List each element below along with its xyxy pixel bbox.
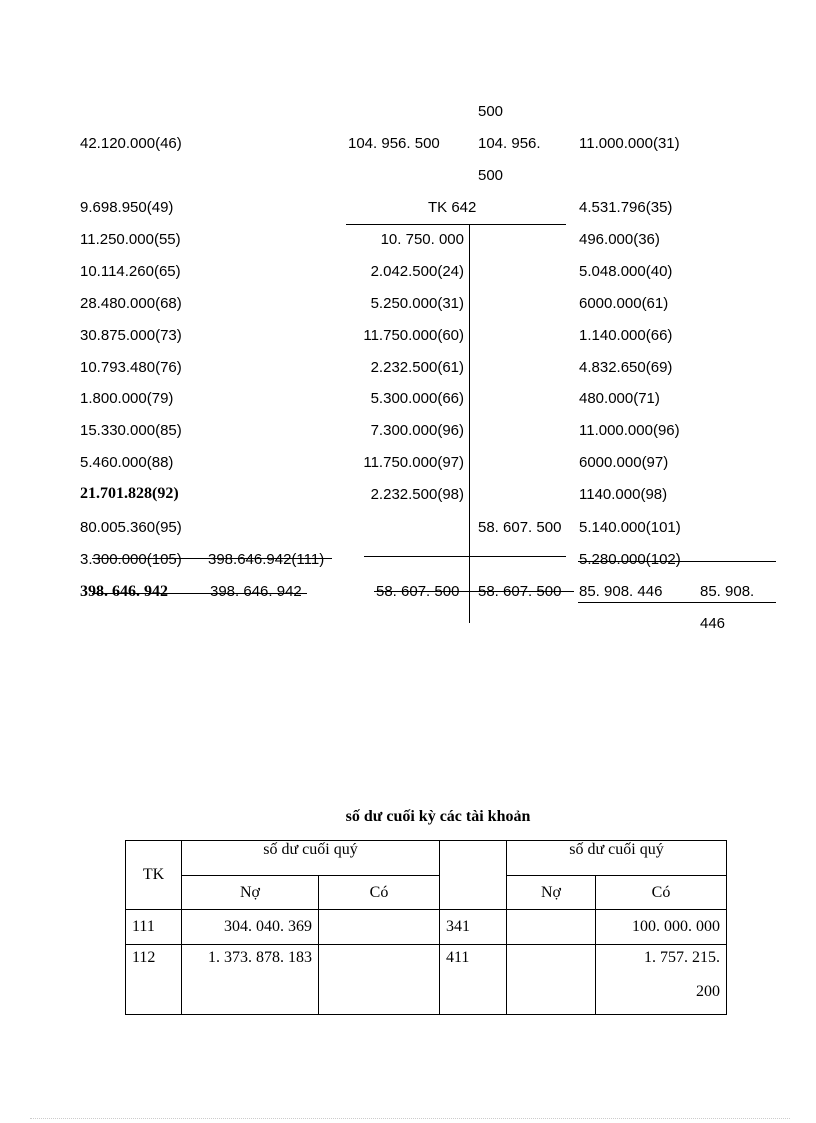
ledger-row-col1: 10.793.480(76) bbox=[80, 359, 182, 376]
ledger-row-col4: 1.140.000(66) bbox=[579, 327, 673, 344]
ledger-row-col1: 21.701.828(92) bbox=[80, 485, 179, 502]
cell-no2 bbox=[507, 945, 596, 1015]
header-tk: TK bbox=[126, 841, 182, 910]
ledger-row-col4: 6000.000(61) bbox=[579, 295, 669, 312]
ledger-text-col2: 104. 956. 500 bbox=[348, 135, 440, 152]
ledger-row-col4: 6000.000(97) bbox=[579, 454, 669, 471]
table-row bbox=[126, 910, 727, 945]
header-co-right: Có bbox=[596, 876, 727, 910]
cell-co2 bbox=[596, 910, 727, 945]
cell-co2 bbox=[596, 945, 727, 1015]
ledger-row-col1: 1.800.000(79) bbox=[80, 390, 174, 407]
ledger-closing-col1b: 398.646.942(111) bbox=[208, 551, 325, 568]
ledger-row-col2: 2.042.500(24) bbox=[370, 263, 464, 280]
cell-tk2: 411 bbox=[440, 945, 507, 1015]
closing-rule-left bbox=[92, 558, 332, 559]
header-no-right: Nợ bbox=[507, 876, 596, 910]
total-debit-left: 398. 646. 942 bbox=[80, 583, 168, 600]
header-no-left: Nợ bbox=[182, 876, 319, 910]
ledger-closing-col1: 3.300.000(105) bbox=[80, 551, 182, 568]
cell-tk: 111 bbox=[126, 910, 182, 945]
header-group-right: số dư cuối quý bbox=[507, 841, 727, 876]
cell-no: 304. 040. 369 bbox=[182, 910, 319, 945]
ledger-row-col2: 2.232.500(98) bbox=[370, 486, 464, 503]
cell-co2-line2: 200 bbox=[696, 983, 720, 1000]
ledger-row-col4: 496.000(36) bbox=[579, 231, 660, 248]
ledger-row-col2: 7.300.000(96) bbox=[370, 422, 464, 439]
total-debit-right: 85. 908. 446 bbox=[579, 583, 663, 600]
closing-rule-mid bbox=[364, 556, 566, 557]
ledger-row-col2: 10. 750. 000 bbox=[380, 231, 464, 248]
balance-table bbox=[125, 840, 727, 1015]
ledger-text-col4: 11.000.000(31) bbox=[579, 135, 680, 152]
ledger-row-col1: 5.460.000(88) bbox=[80, 454, 174, 471]
account-title: TK 642 bbox=[428, 199, 477, 216]
total-credit-mid: 58. 607. 500 bbox=[478, 583, 562, 600]
t-account-divider bbox=[469, 224, 470, 623]
totals-rule-left bbox=[92, 593, 307, 594]
cell-tk2: 341 bbox=[440, 910, 507, 945]
ledger-row-col2: 11.750.000(60) bbox=[363, 327, 464, 344]
ledger-row-col4: 11.000.000(96) bbox=[579, 422, 680, 439]
total-credit-right-cont: 446 bbox=[700, 615, 726, 632]
ledger-row-col2: 5.300.000(66) bbox=[370, 390, 464, 407]
ledger-row-col1: 10.114.260(65) bbox=[80, 263, 181, 280]
ledger-text-col1: 9.698.950(49) bbox=[80, 199, 174, 216]
ledger-row-col2: 11.750.000(97) bbox=[363, 454, 464, 471]
closing-rule-right bbox=[578, 561, 776, 562]
ledger-row-col4: 4.832.650(69) bbox=[579, 359, 673, 376]
ledger-row-col4: 5.140.000(101) bbox=[579, 519, 681, 536]
cell-co bbox=[319, 945, 440, 1015]
balance-table-caption: số dư cuối kỳ các tài khoản bbox=[345, 808, 531, 825]
table-row bbox=[126, 945, 727, 1015]
ledger-closing-col4: 5.280.000(102) bbox=[579, 551, 681, 568]
ledger-row-col4: 1140.000(98) bbox=[579, 486, 668, 503]
header-tk-right bbox=[440, 841, 507, 910]
cell-no2 bbox=[507, 910, 596, 945]
ledger-row-col4: 5.048.000(40) bbox=[579, 263, 673, 280]
ledger-row-col1: 11.250.000(55) bbox=[80, 231, 181, 248]
ledger-top-text: 500 bbox=[478, 167, 504, 184]
cell-co bbox=[319, 910, 440, 945]
cell-no: 1. 373. 878. 183 bbox=[182, 945, 319, 1015]
total-credit-right: 85. 908. bbox=[700, 583, 755, 600]
ledger-top-text: 500 bbox=[478, 103, 504, 120]
header-group-left: số dư cuối quý bbox=[182, 841, 440, 876]
ledger-text-col3: 104. 956. bbox=[478, 135, 541, 152]
ledger-text-col4: 4.531.796(35) bbox=[579, 199, 673, 216]
ledger-row-col1: 28.480.000(68) bbox=[80, 295, 182, 312]
ledger-text-col1: 42.120.000(46) bbox=[80, 135, 182, 152]
cell-tk: 112 bbox=[126, 945, 182, 1015]
ledger-row-col1: 15.330.000(85) bbox=[80, 422, 182, 439]
ledger-row-col1: 80.005.360(95) bbox=[80, 519, 182, 536]
total-credit-left: 398. 646. 942 bbox=[210, 583, 302, 600]
total-debit-mid: 58. 607. 500 bbox=[376, 583, 460, 600]
ledger-row-col2: 5.250.000(31) bbox=[370, 295, 464, 312]
cell-co2-line1: 1. 757. 215. bbox=[644, 949, 720, 966]
ledger-row-col3: 58. 607. 500 bbox=[478, 519, 562, 536]
ledger-row-col2: 2.232.500(61) bbox=[370, 359, 464, 376]
page-bottom-rule bbox=[30, 1118, 790, 1119]
totals-rule-right bbox=[578, 602, 776, 603]
t-account-top-rule bbox=[346, 224, 566, 225]
header-co-left: Có bbox=[319, 876, 440, 910]
cell-co2-text: 100. 000. 000 bbox=[632, 918, 720, 935]
totals-rule-mid bbox=[374, 591, 574, 592]
ledger-row-col1: 30.875.000(73) bbox=[80, 327, 182, 344]
ledger-row-col4: 480.000(71) bbox=[579, 390, 660, 407]
